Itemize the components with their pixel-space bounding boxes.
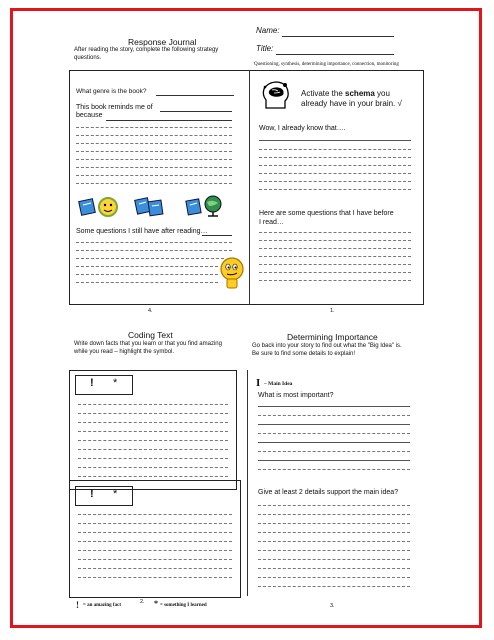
legend-amazing-fact: = an amazing fact (83, 603, 121, 608)
answer-line[interactable] (259, 181, 411, 182)
star-symbol: * (113, 488, 118, 500)
answer-line[interactable] (259, 157, 411, 158)
importance-title: Determining Importance (287, 332, 378, 342)
exclamation-symbol: ! (90, 488, 94, 500)
answer-line[interactable] (78, 476, 228, 477)
answer-line[interactable] (78, 422, 228, 423)
page-number-1: 1. (330, 308, 335, 314)
books-icon (134, 196, 166, 218)
answer-line[interactable] (259, 189, 411, 190)
before-questions-prompt-line1: Here are some questions that I have before (259, 210, 394, 217)
schema-prompt-line1: Activate the schema you (301, 89, 390, 98)
page-number-3: 3. (330, 603, 335, 609)
legend-something-learned: = something I learned (160, 603, 207, 608)
answer-line[interactable] (258, 541, 410, 542)
book-with-face-icon (78, 196, 120, 218)
answer-line[interactable] (78, 440, 228, 441)
answer-line[interactable] (78, 404, 228, 405)
answer-line[interactable] (258, 442, 410, 443)
after-reading-questions-prompt: Some questions I still have after reading… (76, 228, 208, 235)
answer-line[interactable] (76, 242, 232, 243)
answer-line[interactable] (258, 550, 410, 551)
answer-line[interactable] (258, 523, 410, 524)
brain-head-icon (260, 80, 292, 114)
journal-title: Response Journal (128, 37, 197, 47)
answer-line[interactable] (258, 586, 410, 587)
most-important-question: What is most important? (258, 392, 334, 399)
answer-line[interactable] (76, 167, 232, 168)
legend-exclamation-symbol: ! (76, 600, 79, 610)
strategies-list: Questioning, synthesis, determining importance, connection, monitoring (254, 62, 399, 67)
answer-line[interactable] (78, 458, 228, 459)
importance-instructions-line1: Go back into your story to find out what the "Big Idea" is. (252, 343, 402, 349)
answer-line[interactable] (258, 514, 410, 515)
symbol-tab-2 (75, 486, 133, 506)
answer-line[interactable] (259, 232, 411, 233)
answer-line[interactable] (76, 151, 232, 152)
answer-line[interactable] (78, 514, 232, 515)
answer-line[interactable] (76, 175, 232, 176)
supporting-details-question: Give at least 2 details support the main idea? (258, 489, 399, 496)
answer-line[interactable] (78, 541, 232, 542)
answer-line[interactable] (259, 264, 411, 265)
main-idea-label: – Main Idea (264, 381, 293, 387)
answer-line[interactable] (76, 282, 218, 283)
answer-line[interactable] (78, 431, 228, 432)
reminds-answer-line[interactable] (160, 111, 232, 112)
genre-answer-line[interactable] (156, 95, 234, 96)
journal-instructions-line1: After reading the story, complete the following strategy (74, 47, 219, 53)
answer-line[interactable] (259, 149, 411, 150)
book-and-globe-icon (185, 194, 225, 218)
symbol-tab-1 (75, 375, 133, 395)
answer-line[interactable] (258, 559, 410, 560)
coding-instructions-line2: while you read – highlight the symbol. (74, 349, 175, 355)
answer-line[interactable] (258, 460, 410, 461)
schema-prompt-line2: already have in your brain. √ (301, 99, 402, 108)
answer-line[interactable] (258, 415, 410, 416)
genre-question: What genre is the book? (76, 88, 147, 95)
answer-line[interactable] (76, 258, 224, 259)
answer-line[interactable] (259, 140, 411, 141)
answer-line[interactable] (76, 135, 232, 136)
answer-line[interactable] (78, 532, 232, 533)
answer-line[interactable] (78, 523, 232, 524)
after-reading-answer-line[interactable] (202, 235, 232, 236)
answer-line[interactable] (258, 505, 410, 506)
answer-line[interactable] (259, 240, 411, 241)
because-answer-line[interactable] (106, 120, 232, 121)
name-field-line[interactable] (282, 36, 394, 37)
answer-line[interactable] (258, 469, 410, 470)
schema-keyword: schema (345, 89, 375, 98)
thinking-smiley-icon (218, 255, 246, 291)
answer-line[interactable] (78, 413, 228, 414)
answer-line[interactable] (259, 165, 411, 166)
journal-instructions-line2: questions. (74, 55, 102, 61)
answer-line[interactable] (258, 568, 410, 569)
answer-line[interactable] (76, 266, 218, 267)
answer-line[interactable] (258, 406, 410, 407)
answer-line[interactable] (258, 532, 410, 533)
answer-line[interactable] (258, 577, 410, 578)
answer-line[interactable] (258, 424, 410, 425)
answer-line[interactable] (78, 559, 232, 560)
answer-line[interactable] (259, 248, 411, 249)
exclamation-symbol: ! (90, 377, 94, 389)
importance-instructions-line2: Be sure to find some details to explain! (252, 351, 356, 357)
top-box-divider (249, 70, 250, 305)
title-label: Title: (256, 44, 274, 53)
answer-line[interactable] (78, 550, 232, 551)
before-questions-prompt-line2: I read… (259, 219, 284, 226)
answer-line[interactable] (259, 173, 411, 174)
star-symbol: * (113, 377, 118, 389)
answer-line[interactable] (259, 280, 411, 281)
importance-divider (247, 370, 248, 596)
answer-line[interactable] (78, 568, 232, 569)
answer-line[interactable] (259, 256, 411, 257)
answer-line[interactable] (76, 127, 232, 128)
page-number-4: 4. (148, 308, 153, 314)
main-idea-symbol: I (256, 377, 261, 389)
answer-line[interactable] (78, 467, 228, 468)
answer-line[interactable] (258, 451, 410, 452)
answer-line[interactable] (76, 159, 232, 160)
page-number-2: 2. (140, 599, 145, 605)
coding-text-title: Coding Text (128, 330, 173, 340)
legend-star-symbol: * (154, 599, 158, 608)
title-field-line[interactable] (276, 54, 394, 55)
answer-line[interactable] (76, 143, 232, 144)
answer-line[interactable] (258, 433, 410, 434)
answer-line[interactable] (76, 250, 232, 251)
answer-line[interactable] (76, 183, 232, 184)
coding-instructions-line1: Write down facts that you learn or that you find amazing (74, 341, 222, 347)
name-label: Name: (256, 26, 280, 35)
reminds-prompt: This book reminds me of (76, 104, 153, 111)
already-know-prompt: Wow, I already know that…. (259, 125, 346, 132)
answer-line[interactable] (78, 577, 232, 578)
answer-line[interactable] (78, 449, 228, 450)
because-prompt: because (76, 112, 103, 119)
answer-line[interactable] (76, 274, 218, 275)
answer-line[interactable] (259, 272, 411, 273)
